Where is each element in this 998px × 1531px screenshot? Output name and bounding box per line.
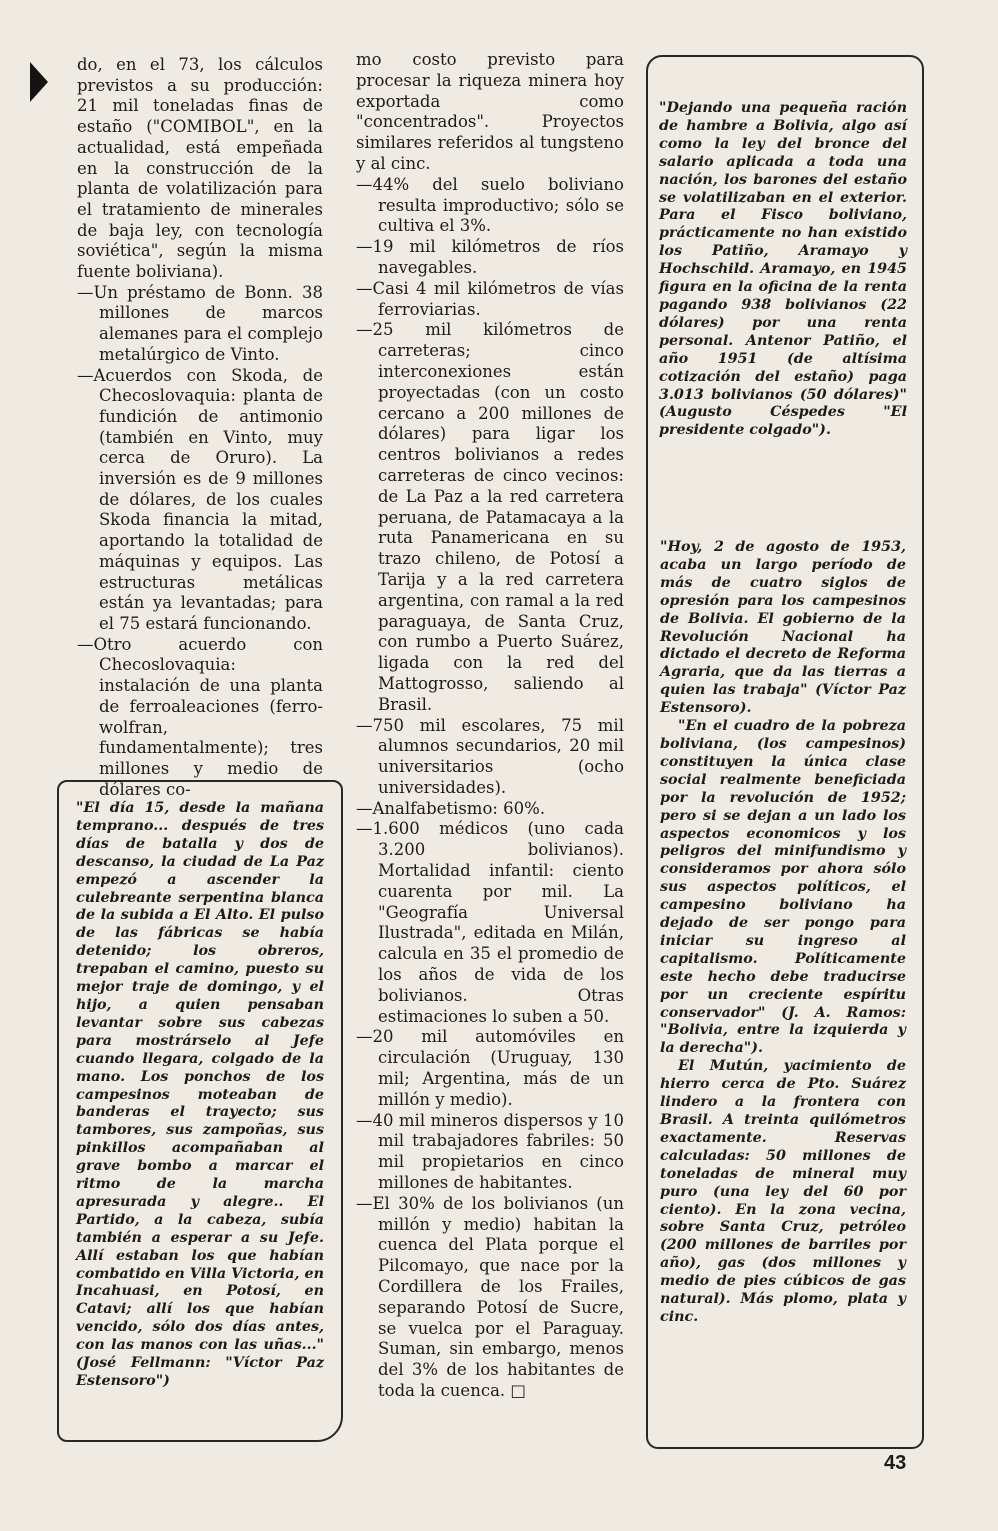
quote-cespedes — [659, 100, 907, 440]
paragraph: do, en el 73, los cálculos previstos a su producción: 21 mil toneladas finas de estaño ("COMIBOL", en la actualidad, está empeñada en la construcción de la planta de volatilización para el tratamiento de minerales de baja ley, con tecnología soviética", según la misma fuente boliviana). — [77, 55, 323, 282]
text-column-2 — [356, 50, 624, 1402]
paragraph: —44% del suelo boliviano resulta improductivo; sólo se cultiva el 3%. — [356, 174, 624, 236]
note-mutun: El Mutún, yacimiento de hierro cerca de Pto. Suárez lindero a la frontera con Brasil. A treinta quilómetros exactamente. Reservas calculadas: 50 millones de toneladas de mineral muy puro (una ley del 60 por ciento). En la zona vecina, sobre Santa Cruz, petróleo (200 millones de barriles por año), gas (dos millones y medio de pies cúbicos de gas natural). Más plomo, plata y cinc. — [660, 1058, 906, 1325]
quote-text: "Dejando una pequeña ración de hambre a Bolivia, algo así como la ley del bronce del salario aplicada a toda una nación, los barones del estaño se volatilizaban en el exterior. Para el Fisco boliviano, prácticamente no han existido los Patiño, Aramayo y Hochschild. Aramayo, en 1945 figura en la oficina de la renta pagando 938 bolivianos (22 dólares) por una renta personal. Antenor Patiño, el año 1951 (de altísima cotización del estaño) paga 3.013 bolivianos (50 dólares)" (Augusto Céspedes "El presidente colgado"). — [659, 100, 907, 439]
paragraph: —20 mil automóviles en circulación (Uruguay, 130 mil; Argentina, más de un millón y medio). — [356, 1027, 624, 1109]
text-column-1 — [77, 55, 323, 800]
paragraph: —Un préstamo de Bonn. 38 millones de marcos alemanes para el complejo metalúrgico de Vinto. — [77, 282, 323, 364]
paragraph: —1.600 médicos (uno cada 3.200 bolivianos). Mortalidad infantil: ciento cuarenta por mil. La "Geografía Universal Ilustrada", editada en Milán, calcula en 35 el promedio de los años de vida de los bolivianos. Otras estimaciones lo suben a 50. — [356, 819, 624, 1026]
paragraph: —El 30% de los bolivianos (un millón y medio) habitan la cuenca del Plata porque el Pilcomayo, que nace por la Cordillera de los Frailes, separando Potosí de Sucre, se vuelca por el Paraguay. Suman, sin embargo, menos del 3% de los habitantes de toda la cuenca. □ — [356, 1193, 624, 1400]
quote-text: "El día 15, desde la mañana temprano... después de tres días de batalla y dos de descanso, la ciudad de La Paz empezó a ascender la culebreante serpentina blanca de la subida a El Alto. El pulso de las fábricas se había detenido; los obreros, trepaban el camino, puesto su mejor traje de domingo, y el hijo, a quien pensaban levantar sobre sus cabezas para mostrárselo al Jefe cuando llegara, colgado de la mano. Los ponchos de los campesinos moteaban de banderas el trayecto; sus tambores, sus zampoñas, sus pinkillos acompañaban al grave bombo a marcar el ritmo de la marcha apresurada y alegre.. El Partido, a la cabeza, subía también a esperar a su Jefe. Allí estaban los que habían combatido en Villa Victoria, en Incahuasi, en Potosí, en Catavi; allí los que habían vencido, sólo dos días antes, con las manos con las uñas..." (José Fellmann: "Víctor Paz Estensoro") — [76, 800, 324, 1389]
paragraph: —Analfabetismo: 60%. — [356, 798, 546, 818]
quote-ramos: "En el cuadro de la pobreza boliviana, (los campesinos) constituyen la única clase social realmente beneficiada por la revolución de 1952; pero si se dejan a un lado los aspectos economicos y los peligros del minifundismo y consideramos por ahora sólo sus aspectos políticos, el campesino boliviano ha dejado de ser pongo para iniciar su ingreso al capitalismo. Políticamente este hecho debe traducirse por un creciente espíritu conservador" (J. A. Ramos: "Bolivia, entre la izquierda y la derecha"). — [660, 718, 906, 1057]
page-number: 43 — [884, 1452, 907, 1474]
paragraph: —19 mil kilómetros de ríos navegables. — [356, 237, 624, 277]
quote-paz-estensoro: "Hoy, 2 de agosto de 1953, acaba un largo período de más de cuatro siglos de opresión para los campesinos de Bolivia. El gobierno de la Revolución Nacional ha dictado el decreto de Reforma Agraria, que da las tierras a quien las trabaja" (Víctor Paz Estensoro). — [660, 539, 906, 717]
continuation-arrow-icon — [30, 62, 48, 102]
paragraph: —25 mil kilómetros de carreteras; cinco interconexiones están proyectadas (con un costo cercano a 200 millones de dólares) para ligar los centros bolivianos a redes carreteras de cinco vecinos: de La Paz a la red carretera peruana, de Patamacaya a la ruta Panamericana en su trazo chileno, de Potosí a Tarija y a la red carretera argentina, con ramal a la red paraguaya, de Santa Cruz, con rumbo a Puerto Suárez, ligada con la red del Mattogrosso, saliendo al Brasil. — [356, 320, 624, 714]
quote-group-right — [660, 539, 906, 1327]
paragraph: —40 mil mineros dispersos y 10 mil trabajadores fabriles: 50 mil propietarios en cinco millones de habitantes. — [356, 1110, 624, 1193]
paragraph: —Otro acuerdo con Checoslovaquia: instalación de una planta de ferroaleaciones (ferro-wolfran, fundamentalmente); tres millones y medio de dólares co- — [77, 634, 323, 799]
paragraph: —Acuerdos con Skoda, de Checoslovaquia: planta de fundición de antimonio (también en Vinto, muy cerca de Oruro). La inversión es de 9 millones de dólares, de los cuales Skoda financia la mitad, aportando la totalidad de máquinas y equipos. Las estructuras metálicas están ya levantadas; para el 75 estará funcionando. — [77, 365, 323, 633]
paragraph: —750 mil escolares, 75 mil alumnos secundarios, 20 mil universitarios (ocho universidades). — [356, 715, 624, 797]
paragraph: mo costo previsto para procesar la riqueza minera hoy exportada como "concentrados". Proyectos similares referidos al tungsteno y al cinc. — [356, 50, 624, 173]
paragraph: —Casi 4 mil kilómetros de vías ferroviarias. — [356, 278, 624, 319]
quote-fellmann — [76, 800, 324, 1391]
